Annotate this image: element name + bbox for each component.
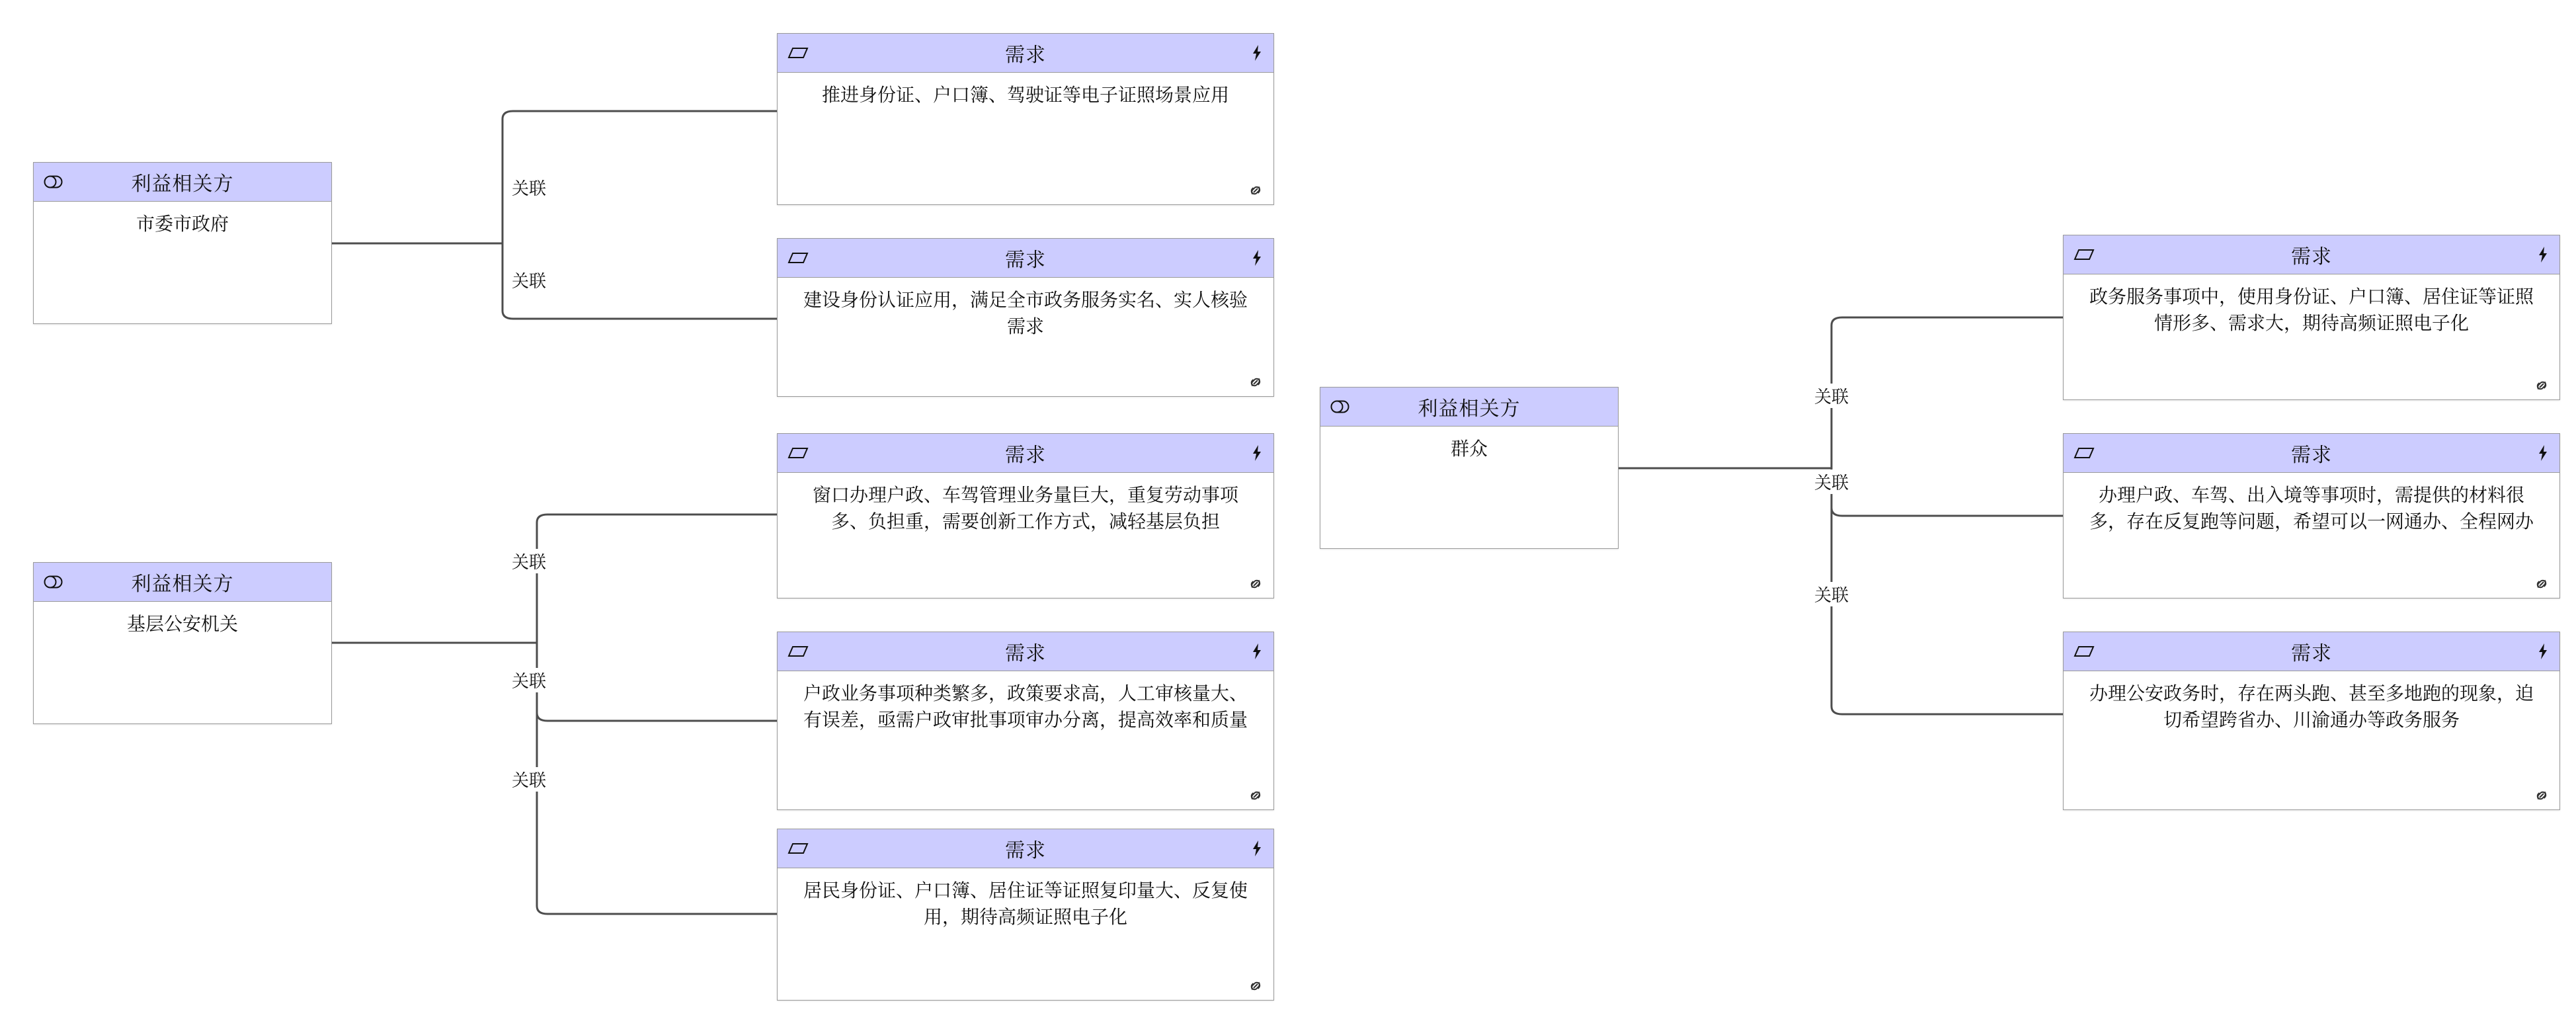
stakeholder-node[interactable] [33, 562, 332, 724]
requirement-node[interactable] [777, 238, 1274, 397]
requirement-text: 政务服务事项中，使用身份证、户口簿、居住证等证照情形多、需求大，期待高频证照电子化 [2089, 286, 2534, 333]
node-body [34, 202, 331, 323]
node-header [2064, 632, 2559, 671]
requirement-node[interactable] [2063, 433, 2560, 598]
parallelogram-icon [787, 841, 809, 856]
requirement-node[interactable] [777, 33, 1274, 205]
edge-label: 关联 [509, 549, 549, 573]
parallelogram-icon [2073, 643, 2095, 659]
node-type-label: 需求 [1005, 840, 1046, 862]
node-header [778, 34, 1273, 73]
node-header [778, 829, 1273, 868]
requirement-text: 窗口办理户政、车驾管理业务量巨大，重复劳动事项多、负担重，需要创新工作方式，减轻基层负担 [812, 485, 1238, 532]
link-icon[interactable] [1246, 786, 1266, 805]
node-body [2064, 473, 2559, 598]
node-type-label: 利益相关方 [131, 173, 234, 195]
node-header [778, 434, 1273, 473]
link-icon[interactable] [1246, 976, 1266, 996]
node-header [34, 163, 331, 202]
parallelogram-icon [2073, 247, 2095, 263]
stakeholder-icon [1330, 399, 1352, 415]
node-body [2064, 671, 2559, 809]
node-type-label: 利益相关方 [1418, 398, 1521, 420]
node-type-label: 需求 [2291, 643, 2332, 665]
bolt-icon [1250, 643, 1264, 660]
node-body [778, 73, 1273, 204]
node-body [778, 671, 1273, 809]
node-header [1320, 388, 1618, 427]
bolt-icon [1250, 249, 1264, 267]
node-body [34, 602, 331, 723]
node-header [2064, 434, 2559, 473]
node-type-label: 利益相关方 [131, 573, 234, 595]
bolt-icon [1250, 444, 1264, 462]
requirement-node[interactable] [777, 433, 1274, 598]
link-icon[interactable] [1246, 181, 1266, 200]
parallelogram-icon [787, 643, 809, 659]
stakeholder-node[interactable] [33, 162, 332, 324]
node-type-label: 需求 [1005, 444, 1046, 466]
bolt-icon [1250, 840, 1264, 857]
node-type-label: 需求 [2291, 246, 2332, 268]
node-name: 群众 [1450, 438, 1488, 459]
node-body [1320, 427, 1618, 548]
link-icon[interactable] [1246, 372, 1266, 392]
requirement-node[interactable] [2063, 235, 2560, 400]
node-header [778, 632, 1273, 671]
edge-label: 关联 [1812, 384, 1851, 408]
requirement-text: 办理户政、车驾、出入境等事项时，需提供的材料很多，存在反复跑等问题，希望可以一网通办、全程网办 [2089, 485, 2534, 532]
node-body [778, 473, 1273, 598]
node-body [778, 868, 1273, 1000]
node-body [778, 278, 1273, 396]
requirement-text: 建设身份认证应用，满足全市政务服务实名、实人核验需求 [803, 290, 1248, 337]
requirement-node[interactable] [2063, 632, 2560, 810]
stakeholder-icon [43, 574, 65, 590]
parallelogram-icon [787, 250, 809, 266]
edge-label: 关联 [509, 175, 549, 200]
node-name: 基层公安机关 [126, 614, 238, 634]
requirement-text: 户政业务事项种类繁多，政策要求高，人工审核量大、有误差，亟需户政审批事项审办分离，提高效率和质量 [803, 683, 1248, 730]
parallelogram-icon [2073, 445, 2095, 461]
bolt-icon [2536, 444, 2550, 462]
node-type-label: 需求 [1005, 643, 1046, 665]
requirement-text: 推进身份证、户口簿、驾驶证等电子证照场景应用 [821, 85, 1229, 105]
node-header [2064, 235, 2559, 274]
edge-label: 关联 [1812, 470, 1851, 494]
requirement-text: 办理公安政务时，存在两头跑、甚至多地跑的现象，迫切希望跨省办、川渝通办等政务服务 [2089, 683, 2534, 730]
bolt-icon [2536, 246, 2550, 263]
link-icon[interactable] [2532, 786, 2552, 805]
edge-label: 关联 [509, 268, 549, 292]
requirement-node[interactable] [777, 632, 1274, 810]
parallelogram-icon [787, 45, 809, 61]
link-icon[interactable] [1246, 574, 1266, 594]
requirement-node[interactable] [777, 829, 1274, 1001]
requirement-text: 居民身份证、户口簿、居住证等证照复印量大、反复使用，期待高频证照电子化 [803, 880, 1248, 927]
link-icon[interactable] [2532, 376, 2552, 395]
stakeholder-node[interactable] [1320, 387, 1619, 549]
node-type-label: 需求 [1005, 44, 1046, 66]
node-header [34, 563, 331, 602]
node-header [778, 239, 1273, 278]
bolt-icon [1250, 44, 1264, 62]
stakeholder-icon [43, 174, 65, 190]
parallelogram-icon [787, 445, 809, 461]
edge-label: 关联 [509, 767, 549, 792]
edge-label: 关联 [1812, 582, 1851, 606]
node-type-label: 需求 [2291, 444, 2332, 466]
edge-label: 关联 [509, 668, 549, 692]
node-type-label: 需求 [1005, 249, 1046, 271]
node-body [2064, 274, 2559, 399]
link-icon[interactable] [2532, 574, 2552, 594]
bolt-icon [2536, 643, 2550, 660]
node-name: 市委市政府 [136, 214, 229, 234]
